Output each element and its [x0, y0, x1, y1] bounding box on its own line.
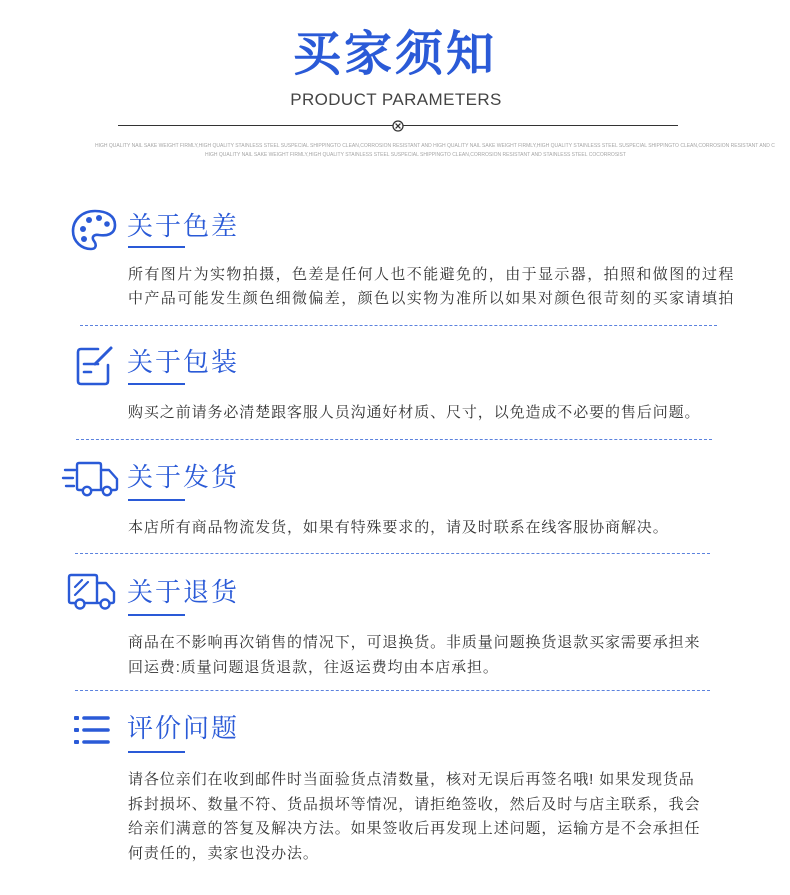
return-truck-icon [66, 571, 118, 613]
body-line: 购买之前请务必清楚跟客服人员沟通好材质、尺寸，以免造成不必要的售后问题。 [128, 404, 701, 421]
body-line: 回运费:质量问题退货退款，往返运费均由本店承担。 [128, 659, 499, 676]
page-subtitle: PRODUCT PARAMETERS [290, 90, 502, 109]
section-heading-packaging: 关于包装 [127, 347, 240, 377]
section-heading-returns: 关于退货 [127, 577, 240, 607]
body-line: 商品在不影响再次销售的情况下，可退换货。非质量问题换货退款买家需要承担来 [128, 634, 701, 651]
divider-knot-icon [392, 119, 404, 131]
heading-underline [128, 614, 185, 616]
dashed-divider [75, 553, 710, 554]
section-heading-shipping: 关于发货 [127, 462, 240, 492]
section-body-color-difference [128, 263, 735, 311]
edit-icon [74, 344, 114, 388]
section-body-shipping [128, 516, 728, 540]
list-icon [72, 712, 112, 748]
section-heading-reviews: 评价问题 [127, 713, 240, 743]
section-heading-color-difference: 关于色差 [127, 211, 240, 241]
body-line: 中产品可能发生颜色细微偏差，颜色以实物为准所以如果对颜色很苛刻的买家请填拍 [128, 290, 735, 307]
heading-underline [128, 499, 185, 501]
body-line: 给亲们满意的答复及解决方法。如果签收后再发现上述问题，运输方是不会承担任 [128, 820, 701, 837]
heading-underline [128, 246, 185, 248]
body-line: 拆封损坏、数量不符、货品损坏等情况，请拒绝签收，然后及时与店主联系，我会 [128, 795, 701, 813]
section-body-returns [128, 630, 728, 680]
dashed-divider [75, 690, 710, 691]
heading-underline [128, 751, 185, 753]
delivery-truck-icon [62, 459, 120, 499]
section-body-reviews [128, 768, 728, 866]
fine-print-line: HIGH QUALITY NAIL SAKE WEIGHT FIRMLY,HIGH QUALITY STAINLESS STEEL SUSPECIAL SHIPPINGTO CLEAN,CORROSION RESISTANT AND HIGH QUALITY NAIL SAKE WEIGHT FIRMLY,HIGH QUALITY STAINLESS STEEL SUSPECIAL SHIPPINGTO CLEAN,CORROSION RESISTANT AND C [95, 143, 775, 149]
dashed-divider [76, 439, 712, 440]
heading-underline [128, 383, 185, 385]
page-title: 买家须知 [292, 28, 497, 81]
body-line: 所有图片为实物拍摄，色差是任何人也不能避免的，由于显示器，拍照和做图的过程 [128, 266, 735, 283]
section-body-packaging [128, 401, 728, 425]
body-line: 请各位亲们在收到邮件时当面验货点清数量，核对无误后再签名哦! 如果发现货品 [128, 771, 695, 788]
palette-icon [70, 208, 118, 252]
body-line: 本店所有商品物流发货，如果有特殊要求的，请及时联系在线客服协商解决。 [128, 519, 669, 536]
fine-print-line: HIGH QUALITY NAIL SAKE WEIGHT FIRMLY,HIGH QUALITY STAINLESS STEEL SUSPECIAL SHIPPINGTO CLEAN,CORROSION RESISTANT AND STAINLESS STEEL COCORROSIST [205, 152, 626, 158]
body-line: 何责任的，卖家也没办法。 [128, 844, 319, 862]
dashed-divider [80, 325, 717, 326]
